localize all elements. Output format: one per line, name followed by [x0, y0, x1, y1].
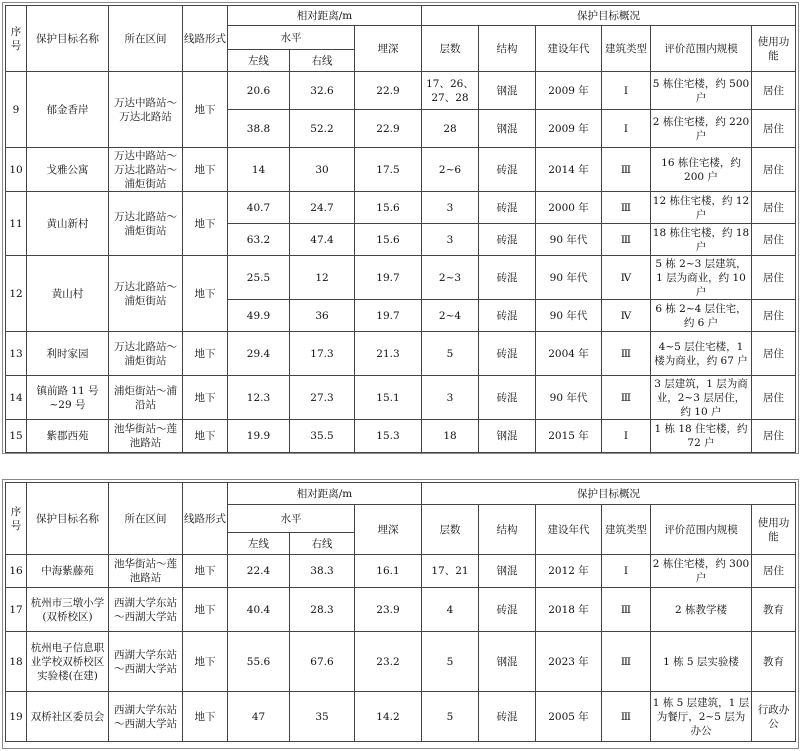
cell-structure: 砖混: [479, 224, 536, 256]
cell-no: 14: [6, 376, 27, 420]
cell-line-form: 地下: [183, 555, 228, 588]
cell-building-type: Ⅲ: [602, 148, 651, 192]
header-overview: 保护目标概况: [422, 483, 796, 505]
cell-right-distance: 38.3: [290, 555, 355, 588]
table-row: [6, 148, 796, 192]
cell-structure: 钢混: [479, 555, 536, 588]
cell-right-distance: 17.3: [290, 332, 355, 376]
header-building-type: 建筑类型: [602, 505, 651, 555]
table-row: [6, 256, 796, 300]
header-scale: 评价范围内规模: [651, 505, 752, 555]
cell-right-distance: 36: [290, 300, 355, 332]
cell-structure: 钢混: [479, 72, 536, 110]
cell-left-distance: 55.6: [228, 632, 290, 692]
cell-line-form: 地下: [183, 192, 228, 256]
cell-right-distance: 12: [290, 256, 355, 300]
cell-floors: 17、21: [422, 555, 479, 588]
cell-use: 居住: [752, 555, 796, 588]
cell-left-distance: 63.2: [228, 224, 290, 256]
cell-name: 黄山新村: [27, 192, 109, 256]
cell-year: 90 年代: [536, 376, 602, 420]
header-left-line: 左线: [228, 533, 290, 555]
header-right-line: 右线: [290, 533, 355, 555]
header-left-line: 左线: [228, 50, 290, 72]
cell-year: 2009 年: [536, 110, 602, 148]
header-relative-distance: 相对距离/m: [228, 483, 422, 505]
cell-left-distance: 47: [228, 692, 290, 742]
cell-depth: 19.7: [355, 300, 422, 332]
cell-use: 居住: [752, 300, 796, 332]
cell-scale: 1 栋 5 层建筑，1 层为餐厅，2~5 层为办公: [651, 692, 752, 742]
header-depth: 埋深: [355, 505, 422, 555]
header-right-line: 右线: [290, 50, 355, 72]
cell-structure: 钢混: [479, 110, 536, 148]
cell-use: 居住: [752, 332, 796, 376]
cell-use: 居住: [752, 148, 796, 192]
cell-scale: 5 栋住宅楼，约 500 户: [651, 72, 752, 110]
cell-depth: 23.9: [355, 588, 422, 632]
header-no: 序号: [6, 6, 27, 72]
cell-scale: 18 栋住宅楼，约 18 户: [651, 224, 752, 256]
cell-depth: 22.9: [355, 110, 422, 148]
cell-right-distance: 47.4: [290, 224, 355, 256]
cell-floors: 3: [422, 376, 479, 420]
header-year: 建设年代: [536, 26, 602, 72]
cell-building-type: Ⅲ: [602, 332, 651, 376]
cell-left-distance: 40.4: [228, 588, 290, 632]
cell-line-form: 地下: [183, 588, 228, 632]
cell-floors: 18: [422, 420, 479, 453]
protection-target-table-2: [5, 482, 796, 742]
cell-year: 2009 年: [536, 72, 602, 110]
cell-scale: 1 栋 18 住宅楼，约 72 户: [651, 420, 752, 453]
cell-floors: 4: [422, 588, 479, 632]
cell-no: 11: [6, 192, 27, 256]
cell-structure: 砖混: [479, 148, 536, 192]
cell-depth: 21.3: [355, 332, 422, 376]
cell-floors: 17、26、27、28: [422, 72, 479, 110]
cell-building-type: Ⅲ: [602, 224, 651, 256]
cell-no: 10: [6, 148, 27, 192]
cell-section: 万达中路站～万达北路站: [109, 72, 183, 148]
cell-building-type: Ⅰ: [602, 110, 651, 148]
cell-year: 90 年代: [536, 256, 602, 300]
header-structure: 结构: [479, 26, 536, 72]
cell-section: 西湖大学东站～西湖大学站: [109, 588, 183, 632]
header-relative-distance: 相对距离/m: [228, 6, 422, 26]
cell-no: 17: [6, 588, 27, 632]
table-row: [6, 692, 796, 742]
header-use: 使用功能: [752, 505, 796, 555]
cell-structure: 砖混: [479, 256, 536, 300]
cell-building-type: Ⅲ: [602, 632, 651, 692]
cell-right-distance: 24.7: [290, 192, 355, 224]
cell-scale: 3 层建筑，1 层为商业，2~3 层居住，约 10 户: [651, 376, 752, 420]
cell-year: 2014 年: [536, 148, 602, 192]
cell-building-type: Ⅳ: [602, 256, 651, 300]
cell-use: 行政办公: [752, 692, 796, 742]
cell-no: 19: [6, 692, 27, 742]
cell-left-distance: 40.7: [228, 192, 290, 224]
header-structure: 结构: [479, 505, 536, 555]
cell-depth: 23.2: [355, 632, 422, 692]
cell-depth: 15.6: [355, 192, 422, 224]
cell-no: 9: [6, 72, 27, 148]
cell-section: 西湖大学东站～西湖大学站: [109, 632, 183, 692]
cell-floors: 5: [422, 332, 479, 376]
cell-year: 2005 年: [536, 692, 602, 742]
cell-line-form: 地下: [183, 332, 228, 376]
cell-structure: 钢混: [479, 420, 536, 453]
cell-section: 万达北路站～浦炬街站: [109, 256, 183, 332]
cell-depth: 14.2: [355, 692, 422, 742]
cell-structure: 砖混: [479, 332, 536, 376]
header-line-form: 线路形式: [183, 6, 228, 72]
cell-line-form: 地下: [183, 692, 228, 742]
cell-right-distance: 35: [290, 692, 355, 742]
cell-floors: 3: [422, 192, 479, 224]
cell-scale: 6 栋 2~4 层住宅，约 6 户: [651, 300, 752, 332]
cell-floors: 2~4: [422, 300, 479, 332]
header-name: 保护目标名称: [27, 6, 109, 72]
cell-line-form: 地下: [183, 72, 228, 148]
cell-left-distance: 19.9: [228, 420, 290, 453]
header-horizontal: 水平: [228, 505, 355, 533]
cell-use: 居住: [752, 376, 796, 420]
header-no: 序号: [6, 483, 27, 555]
cell-name: 黄山村: [27, 256, 109, 332]
cell-section: 池华街站～莲池路站: [109, 420, 183, 453]
cell-scale: 5 栋 2~3 层建筑，1 层为商业，约 10 户: [651, 256, 752, 300]
cell-section: 西湖大学东站～西湖大学站: [109, 692, 183, 742]
cell-year: 2018 年: [536, 588, 602, 632]
cell-right-distance: 35.5: [290, 420, 355, 453]
cell-name: 双桥社区委员会: [27, 692, 109, 742]
cell-year: 2012 年: [536, 555, 602, 588]
cell-building-type: Ⅰ: [602, 72, 651, 110]
header-section: 所在区间: [109, 483, 183, 555]
cell-no: 18: [6, 632, 27, 692]
cell-year: 90 年代: [536, 224, 602, 256]
cell-floors: 28: [422, 110, 479, 148]
cell-name: 利时家园: [27, 332, 109, 376]
cell-name: 杭州市三墩小学(双桥校区): [27, 588, 109, 632]
cell-depth: 17.5: [355, 148, 422, 192]
cell-structure: 砖混: [479, 300, 536, 332]
cell-depth: 19.7: [355, 256, 422, 300]
cell-use: 居住: [752, 420, 796, 453]
cell-line-form: 地下: [183, 420, 228, 453]
cell-depth: 15.3: [355, 420, 422, 453]
cell-section: 浦炬街站～浦沿站: [109, 376, 183, 420]
cell-right-distance: 28.3: [290, 588, 355, 632]
cell-depth: 15.1: [355, 376, 422, 420]
cell-use: 居住: [752, 110, 796, 148]
cell-section: 万达北路站～浦炬街站: [109, 192, 183, 256]
cell-name: 中海紫藤苑: [27, 555, 109, 588]
cell-building-type: Ⅲ: [602, 588, 651, 632]
cell-scale: 16 栋住宅楼，约 200 户: [651, 148, 752, 192]
header-section: 所在区间: [109, 6, 183, 72]
cell-depth: 22.9: [355, 72, 422, 110]
cell-building-type: Ⅰ: [602, 555, 651, 588]
cell-left-distance: 29.4: [228, 332, 290, 376]
cell-no: 12: [6, 256, 27, 332]
table-row: [6, 588, 796, 632]
cell-use: 居住: [752, 256, 796, 300]
cell-name: 戈雅公寓: [27, 148, 109, 192]
cell-right-distance: 32.6: [290, 72, 355, 110]
cell-scale: 2 栋住宅楼，约 300 户: [651, 555, 752, 588]
cell-no: 13: [6, 332, 27, 376]
cell-use: 居住: [752, 192, 796, 224]
cell-year: 2004 年: [536, 332, 602, 376]
cell-line-form: 地下: [183, 632, 228, 692]
cell-left-distance: 12.3: [228, 376, 290, 420]
cell-use: 居住: [752, 72, 796, 110]
cell-scale: 4~5 层住宅楼，1 楼为商业，约 67 户: [651, 332, 752, 376]
cell-line-form: 地下: [183, 148, 228, 192]
cell-year: 2000 年: [536, 192, 602, 224]
cell-left-distance: 25.5: [228, 256, 290, 300]
cell-floors: 2~3: [422, 256, 479, 300]
cell-year: 2015 年: [536, 420, 602, 453]
header-floors: 层数: [422, 505, 479, 555]
cell-use: 教育: [752, 588, 796, 632]
cell-left-distance: 14: [228, 148, 290, 192]
cell-year: 90 年代: [536, 300, 602, 332]
cell-year: 2023 年: [536, 632, 602, 692]
cell-right-distance: 67.6: [290, 632, 355, 692]
cell-right-distance: 52.2: [290, 110, 355, 148]
cell-structure: 砖混: [479, 692, 536, 742]
protection-target-table-1: [5, 5, 796, 453]
cell-floors: 5: [422, 632, 479, 692]
table-row: [6, 332, 796, 376]
table-row: [6, 555, 796, 588]
cell-building-type: Ⅳ: [602, 300, 651, 332]
cell-floors: 2~6: [422, 148, 479, 192]
cell-floors: 5: [422, 692, 479, 742]
cell-section: 万达中路站～万达北路站～浦炬街站: [109, 148, 183, 192]
header-horizontal: 水平: [228, 26, 355, 50]
cell-scale: 2 栋住宅楼，约 220 户: [651, 110, 752, 148]
cell-left-distance: 49.9: [228, 300, 290, 332]
header-name: 保护目标名称: [27, 483, 109, 555]
cell-depth: 15.6: [355, 224, 422, 256]
cell-structure: 砖混: [479, 376, 536, 420]
cell-building-type: Ⅲ: [602, 692, 651, 742]
cell-scale: 12 栋住宅楼，约 12 户: [651, 192, 752, 224]
header-scale: 评价范围内规模: [651, 26, 752, 72]
cell-line-form: 地下: [183, 376, 228, 420]
cell-scale: 1 栋 5 层实验楼: [651, 632, 752, 692]
cell-section: 池华街站～莲池路站: [109, 555, 183, 588]
cell-structure: 砖混: [479, 588, 536, 632]
table-row: [6, 376, 796, 420]
table-row: [6, 72, 796, 110]
header-line-form: 线路形式: [183, 483, 228, 555]
table-row: [6, 420, 796, 453]
cell-no: 15: [6, 420, 27, 453]
cell-name: 紫郡西苑: [27, 420, 109, 453]
cell-scale: 2 栋教学楼: [651, 588, 752, 632]
cell-structure: 钢混: [479, 632, 536, 692]
cell-building-type: Ⅲ: [602, 192, 651, 224]
header-depth: 埋深: [355, 26, 422, 72]
cell-use: 居住: [752, 224, 796, 256]
cell-use: 教育: [752, 632, 796, 692]
cell-depth: 16.1: [355, 555, 422, 588]
cell-right-distance: 27.3: [290, 376, 355, 420]
cell-name: 镇前路 11 号~29 号: [27, 376, 109, 420]
cell-building-type: Ⅲ: [602, 376, 651, 420]
cell-section: 万达北路站～浦炬街站: [109, 332, 183, 376]
header-floors: 层数: [422, 26, 479, 72]
cell-name: 郁金香岸: [27, 72, 109, 148]
cell-left-distance: 38.8: [228, 110, 290, 148]
cell-left-distance: 22.4: [228, 555, 290, 588]
header-year: 建设年代: [536, 505, 602, 555]
header-overview: 保护目标概况: [422, 6, 796, 26]
cell-structure: 砖混: [479, 192, 536, 224]
header-building-type: 建筑类型: [602, 26, 651, 72]
cell-left-distance: 20.6: [228, 72, 290, 110]
cell-no: 16: [6, 555, 27, 588]
cell-building-type: Ⅰ: [602, 420, 651, 453]
cell-line-form: 地下: [183, 256, 228, 332]
table-row: [6, 192, 796, 224]
cell-floors: 3: [422, 224, 479, 256]
cell-right-distance: 30: [290, 148, 355, 192]
cell-name: 杭州电子信息职业学校双桥校区实验楼(在建): [27, 632, 109, 692]
table-row: [6, 632, 796, 692]
header-use: 使用功能: [752, 26, 796, 72]
